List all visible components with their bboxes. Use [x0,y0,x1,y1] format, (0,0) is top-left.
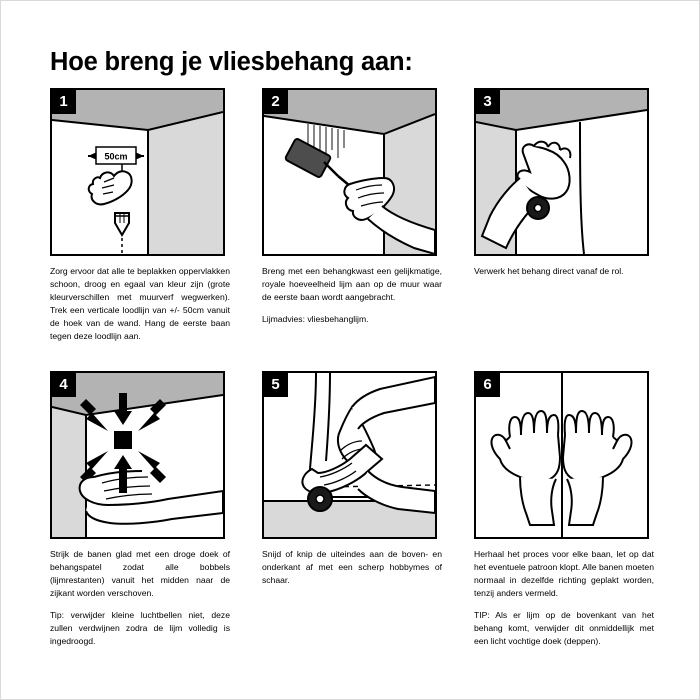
step-2-caption-paragraph-2: Lijmadvies: vliesbehanglijm. [262,314,369,325]
step-5-caption-paragraph-1: Snijd of knip de uiteindes aan de boven- en onderkant af met een scherp hobbymes of schaar. [262,549,442,586]
step-5-illustration [262,371,437,539]
step-5-number: 5 [263,372,288,397]
step-6-number: 6 [475,372,500,397]
step-1-number: 1 [51,89,76,114]
step-4-caption-paragraph-1: Strijk de banen glad met een droge doek of behangspatel zodat alle bobbels (lijmrestanten) vanuit het midden naar de zijkant worden verschoven. [50,549,230,599]
dimension-label: 50cm [104,151,128,162]
step-6-caption-paragraph-2: TIP: Als er lijm op de bovenkant van het behang komt, verwijder dit onmiddellijk met een licht vochtige doek (deppen). [474,610,654,647]
step-6-caption-paragraph-1: Herhaal het proces voor elke baan, let op dat het eventuele patroon klopt. Alle banen moeten normaal in dezelfde richting geplakt worden, tenzij anders vermeld. [474,549,654,599]
step-3-number: 3 [475,89,500,114]
step-4-number: 4 [51,372,76,397]
smoothing-wallpaper-arrows-drawing [52,373,223,537]
step-3-caption-paragraph-1: Verwerk het behang direct vanaf de rol. [474,266,624,276]
wallpaper-roll-icon [308,487,332,511]
step-4-caption-paragraph-2: Tip: verwijder kleine luchtbellen niet, deze zullen verdwijnen zodra de lijm volledig is ingedroogd. [50,610,230,647]
step-1-caption [50,265,230,343]
step-3-illustration [474,88,649,256]
right-hand-icon [563,411,632,525]
step-2-caption [262,265,442,326]
step-2 [262,88,442,326]
page-title: Hoe breng je vliesbehang aan: [50,48,413,77]
hand-applying-wallpaper-from-roll-drawing [476,90,647,254]
step-4 [50,371,230,648]
trimming-wallpaper-at-skirting-drawing [264,373,435,537]
step-6-illustration [474,371,649,539]
step-3 [474,88,654,278]
step-4-caption [50,548,230,648]
plumb-line-and-wall-corner-drawing [52,90,223,254]
step-5-caption [262,548,442,587]
step-6 [474,371,654,648]
step-5 [262,371,442,587]
step-2-number: 2 [263,89,288,114]
paint-roller-applying-glue-drawing [264,90,435,254]
step-6-caption [474,548,654,648]
step-1-caption-paragraph-1: Zorg ervoor dat alle te beplakken oppervlakken schoon, droog en egaal van kleur zijn (grote kleurverschillen met muurverf wegwerken). Trek een verticale loodlijn van +/- 50cm vanuit de hoek van de wand. Hang de eerste baan tegen deze loodlijn aan. [50,266,230,342]
wallpaper-roll-icon [527,197,549,219]
step-2-illustration [262,88,437,256]
step-1 [50,88,230,343]
step-3-caption [474,265,654,278]
step-4-illustration [50,371,225,539]
two-hands-on-seam-drawing [476,373,647,537]
step-1-illustration [50,88,225,256]
left-hand-icon [491,411,560,525]
step-2-caption-paragraph-1: Breng met een behangkwast een gelijkmatige, royale hoeveelheid lijm aan op de muur waar de eerste baan wordt aangebracht. [262,266,442,303]
